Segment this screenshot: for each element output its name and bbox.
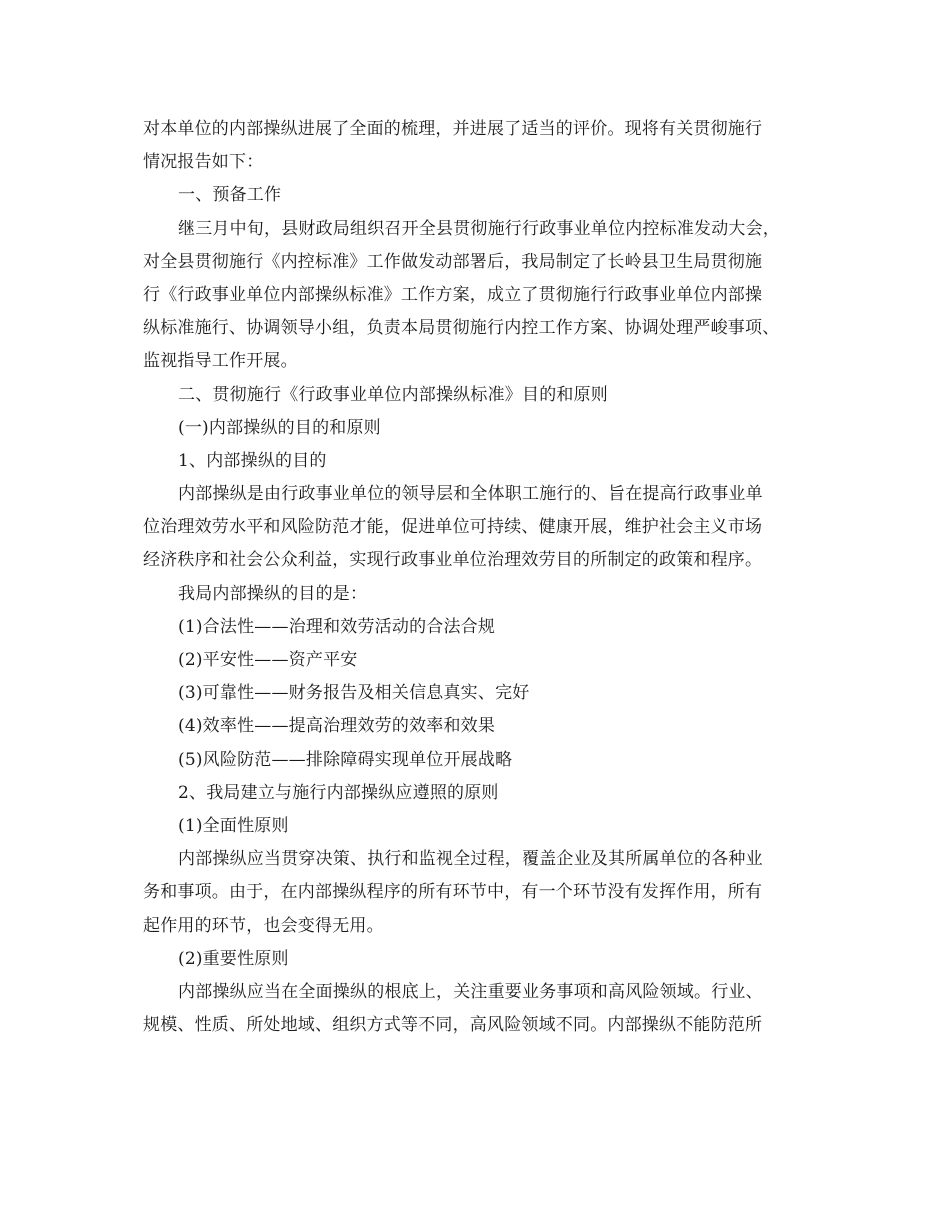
- text-line: 经济秩序和社会公众利益，实现行政事业单位治理效劳目的所制定的政策和程序。: [143, 550, 763, 571]
- section-heading: 二、贯彻施行《行政事业单位内部操纵标准》目的和原则: [178, 384, 608, 405]
- text-line: 对全县贯彻施行《内控标准》工作做发动部署后，我局制定了长岭县卫生局贯彻施: [143, 251, 763, 272]
- list-item: (4)效率性——提高治理效劳的效率和效果: [178, 716, 496, 737]
- text-line: 纵标准施行、协调领导小组，负责本局贯彻施行内控工作方案、协调处理严峻事项、: [143, 318, 780, 339]
- list-item: (1)全面性原则: [178, 815, 289, 836]
- subsection-heading: 1、内部操纵的目的: [178, 450, 327, 471]
- text-line: 位治理效劳水平和风险防范才能，促进单位可持续、健康开展，维护社会主义市场: [143, 517, 763, 538]
- text-line: 起作用的环节，也会变得无用。: [143, 915, 384, 936]
- list-item: (3)可靠性——财务报告及相关信息真实、完好: [178, 683, 530, 704]
- text-line: 情况报告如下：: [143, 152, 264, 173]
- subsection-heading: (一)内部操纵的目的和原则: [178, 417, 381, 438]
- text-line: 务和事项。由于，在内部操纵程序的所有环节中，有一个环节没有发挥作用，所有: [143, 882, 763, 903]
- text-line: 规模、性质、所处地域、组织方式等不同，高风险领域不同。内部操纵不能防范所: [143, 1015, 763, 1036]
- text-line: 对本单位的内部操纵进展了全面的梳理，并进展了适当的评价。现将有关贯彻施行: [143, 119, 763, 139]
- list-item: (2)平安性——资产平安: [178, 650, 358, 670]
- document-body: [143, 113, 823, 1042]
- section-heading: 一、预备工作: [178, 185, 282, 206]
- text-line: 内部操纵应当在全面操纵的根底上，关注重要业务事项和高风险领域。行业、: [178, 981, 763, 1002]
- text-line: 内部操纵是由行政事业单位的领导层和全体职工施行的、旨在提高行政事业单: [178, 484, 763, 505]
- text-line: 我局内部操纵的目的是：: [178, 583, 368, 604]
- list-item: (2)重要性原则: [178, 948, 289, 969]
- text-line: 监视指导工作开展。: [143, 351, 298, 372]
- subsection-heading: 2、我局建立与施行内部操纵应遵照的原则: [178, 782, 499, 803]
- text-line: 继三月中旬，县财政局组织召开全县贯彻施行行政事业单位内控标准发动大会，: [178, 218, 780, 239]
- text-line: 内部操纵应当贯穿决策、执行和监视全过程，覆盖企业及其所属单位的各种业: [178, 849, 763, 870]
- text-line: 行《行政事业单位内部操纵标准》工作方案，成立了贯彻施行行政事业单位内部操: [143, 284, 763, 305]
- list-item: (5)风险防范——排除障碍实现单位开展战略: [178, 749, 513, 770]
- list-item: (1)合法性——治理和效劳活动的合法合规: [178, 616, 496, 637]
